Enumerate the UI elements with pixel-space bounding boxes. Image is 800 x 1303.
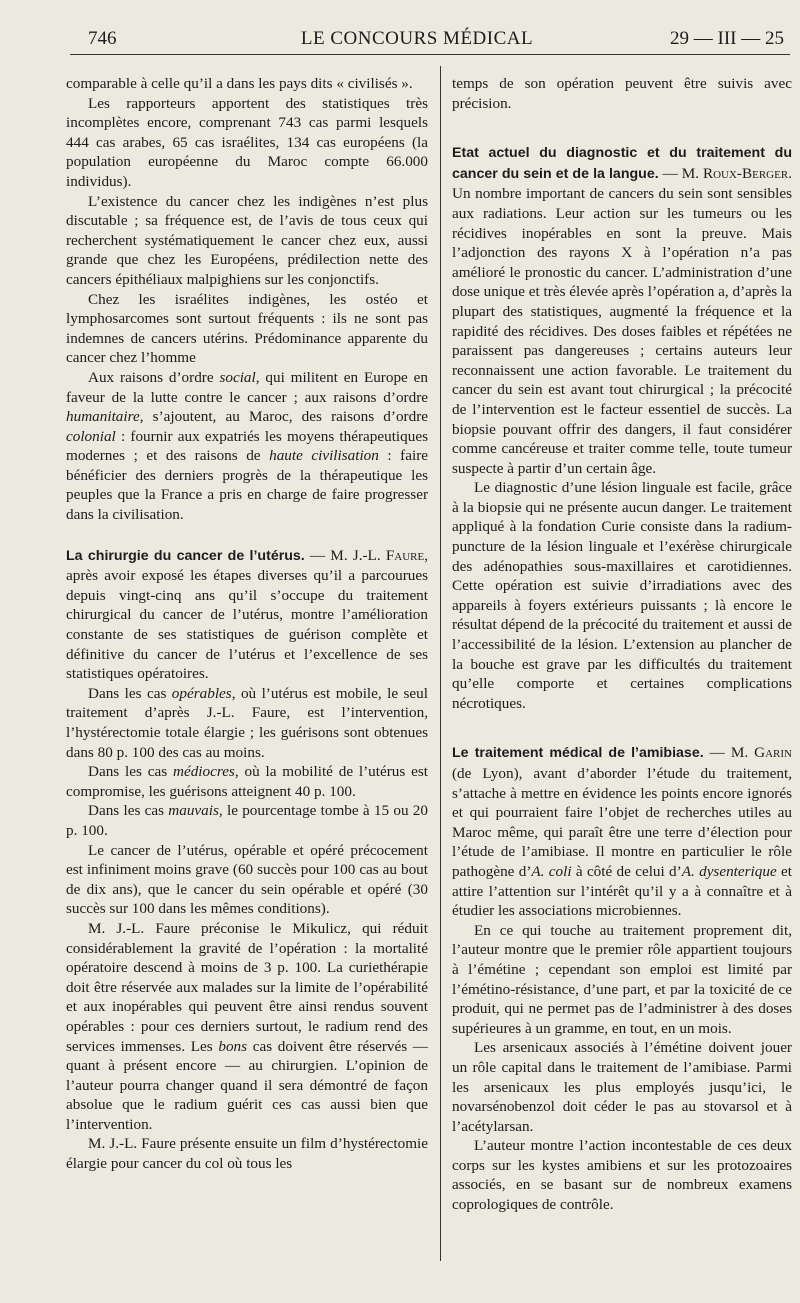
paragraph: Les arsenicaux associés à l’émétine doivent jouer un rôle capital dans le traitement de l’amibiase. Parmi les arsenicaux les plus employés jusqu’ici, le novarsénobenzol doit céder le pas au stovarsol et à l’acétylarsan. (452, 1039, 792, 1135)
paragraph: L’existence du cancer chez les indigènes n’est plus discutable ; sa fréquence est, de l’avis de tous ceux qui recherchent systématiquement le cancer chez eux, aussi grande que chez les Européens, prédilection nette des cancers épithéliaux malpighiens sur les conjonctifs. (66, 192, 428, 288)
paragraph: L’auteur montre l’action incontestable de ces deux corps sur les kystes amibiens et sur les protozoaires associés, en se basant sur de nombreux examens coprologiques de contrôle. (452, 1137, 792, 1214)
paragraph: En ce qui touche au traitement proprement dit, l’auteur montre que le premier rôle appartient toujours à l’émétine ; cependant son emploi est limité par l’émétino-résistance, d’une part, et par la toxicité de ce produit, qui ne permet pas de l’administrer à des doses supérieures à un gramme, en tout, en un mois. (452, 921, 792, 1037)
section-breast-tongue: Etat actuel du diagnostic et du traitement du cancer du sein et de la langue. — M. Roux-Berger. Un nombre important de cancers du sein sont sensibles aux radiations. Leur action sur les tumeurs ou les récidives inopérables en sont la preuve. Mais l’adjonction des rayons X à l’opération n’a pas amélioré le pronostic du cancer. L’administration d’une dose unique et très élevée après l’opération a, d’après la plupart des statistiques, augmenté la fréquence et la rapidité des récidives. Des doses faibles et répétées ne paraissent pas dangereuses ; certains auteurs leur reconnaissent une action favorable. Le traitement du cancer du sein est avant tout chirurgical ; la précocité de l’intervention est le facteur essentiel de succès. La biopsie pouvant offrir des dangers, il faut considérer comme cancéreuse et traiter comme telle, toute tumeur suspecte à partir d’un certain âge. (452, 145, 792, 477)
section-title: Etat actuel du diagnostic et du traitement du cancer du sein et de la langue. (452, 145, 792, 182)
paragraph: temps de son opération peuvent être suivis avec précision. (452, 75, 792, 112)
header-rule (70, 54, 790, 55)
paragraph: Dans les cas opérables, où l’utérus est mobile, le seul traitement d’après J.-L. Faure, est l’intervention, l’hystérectomie totale élargie ; les guérisons sont obtenues dans 80 p. 100 des cas au moins. (66, 684, 428, 761)
paragraph: M. J.-L. Faure préconise le Mikulicz, qui réduit considérablement la gravité de l’opération : la mortalité opératoire descend à moins de 3 p. 100. La curiethérapie doit être réservée aux malades sur la limite de l’opérabilité et aux inopérables qui peuvent être ainsi rendus souvent opérables : pour ces derniers surtout, le radium rend des services immenses. Les bons cas doivent être réservés — quant à présent encore — au chirurgien. L’opinion de l’auteur pourra changer quand il sera démontré de façon absolue que le radium guérit ces cas aussi bien que l’intervention. (66, 919, 428, 1133)
paragraph: Dans les cas mauvais, le pourcentage tombe à 15 ou 20 p. 100. (66, 802, 428, 839)
section-title: La chirurgie du cancer de l’utérus. (66, 547, 305, 564)
section-uterus: La chirurgie du cancer de l’utérus. — M. J.-L. Faure, après avoir exposé les étapes diverses qu’il a parcourues depuis vingt-cinq ans qu’il s’occupe du traitement chirurgical du cancer de l’utérus, montre l’amélioration constante de ses statistiques de guérison complète et définitive du cancer de l’utérus et l’excellence de ses statistiques opératoires. (66, 546, 429, 683)
paragraph: M. J.-L. Faure présente ensuite un film d’hystérectomie élargie pour cancer du col où tous les (66, 1135, 428, 1173)
paragraph: Le cancer de l’utérus, opérable et opéré précocement est infiniment moins grave (60 succès pour 100 cas au bout de dix ans), que le cancer du sein opérable et opéré (30 succès sur 100 dans les mêmes conditions). (66, 841, 428, 918)
issue-date: 29 — III — 25 (670, 28, 784, 49)
paragraph: Aux raisons d’ordre social, qui militent en Europe en faveur de la lutte contre le cancer ; aux raisons d’ordre humanitaire, s’ajoutent, au Maroc, des raisons d’ordre colonial : fournir aux expatriés les moyens thérapeutiques modernes ; et des raisons de haute civilisation : faire bénéficier des derniers progrès de la thérapeutique les peuples que la France a pris en charge de faire progresser dans la civilisation. (66, 368, 428, 524)
author-name: Roux-Berger (702, 164, 789, 182)
paragraph: Les rapporteurs apportent des statistiques très incomplètes encore, comprenant 743 cas parmi lesquels 444 cas arabes, 65 cas israélites, 134 cas européens (la population européenne du Maroc compte 66.000 individus). (66, 94, 428, 190)
column-divider (440, 66, 441, 1261)
paragraph: Dans les cas médiocres, où la mobilité de l’utérus est compromise, les guérisons atteignent 40 p. 100. (66, 763, 428, 800)
page-header (48, 26, 786, 54)
paragraph: Le diagnostic d’une lésion linguale est facile, grâce à la biopsie qui ne présente aucun danger. Le traitement appliqué à la fondation Curie consiste dans la radium-puncture de la lésion linguale et l’exérèse chirurgicale des adénopathies sous-maxillaires et carotidiennes. Cette opération est suivie d’irradiations avec des appareils à foyers extérieurs puissants ; là encore le résultat dépend de la précocité du traitement et aussi de l’accessibilité de la lésion. L’extension au plancher de la bouche est grave par les difficultés du traitement qu’elle comporte et certaines complications nécrotiques. (452, 479, 792, 712)
section-title: Le traitement médical de l’amibiase. (452, 745, 704, 762)
page-number: 746 (88, 28, 117, 49)
journal-title: LE CONCOURS MÉDICAL (300, 28, 534, 49)
author-name: Faure (385, 546, 425, 564)
right-column (452, 74, 792, 1215)
paragraph: Chez les israélites indigènes, les ostéo et lymphosarcomes sont surtout fréquents : ils ne sont pas indemnes de cancers utérins. Prédominance apparente du cancer chez l’homme (66, 290, 428, 367)
section-amibiase: Le traitement médical de l’amibiase. — M. Garin (de Lyon), avant d’aborder l’étude du traitement, s’attache à mettre en évidence les points encore ignorés et qui pourraient faire l’objet de recherches utiles au Maroc même, qui paraît être une terre d’élection pour l’étude de l’amibiase. Il montre en particulier le rôle pathogène d’A. coli à côté de celui d’A. dysenterique et attire l’attention sur l’intérêt qu’il y a à connaître et à étudier les associations microbiennes. (452, 744, 792, 920)
left-column (66, 74, 428, 1174)
author-name: Garin (754, 744, 792, 762)
paragraph: comparable à celle qu’il a dans les pays dits « civilisés ». (66, 75, 413, 92)
